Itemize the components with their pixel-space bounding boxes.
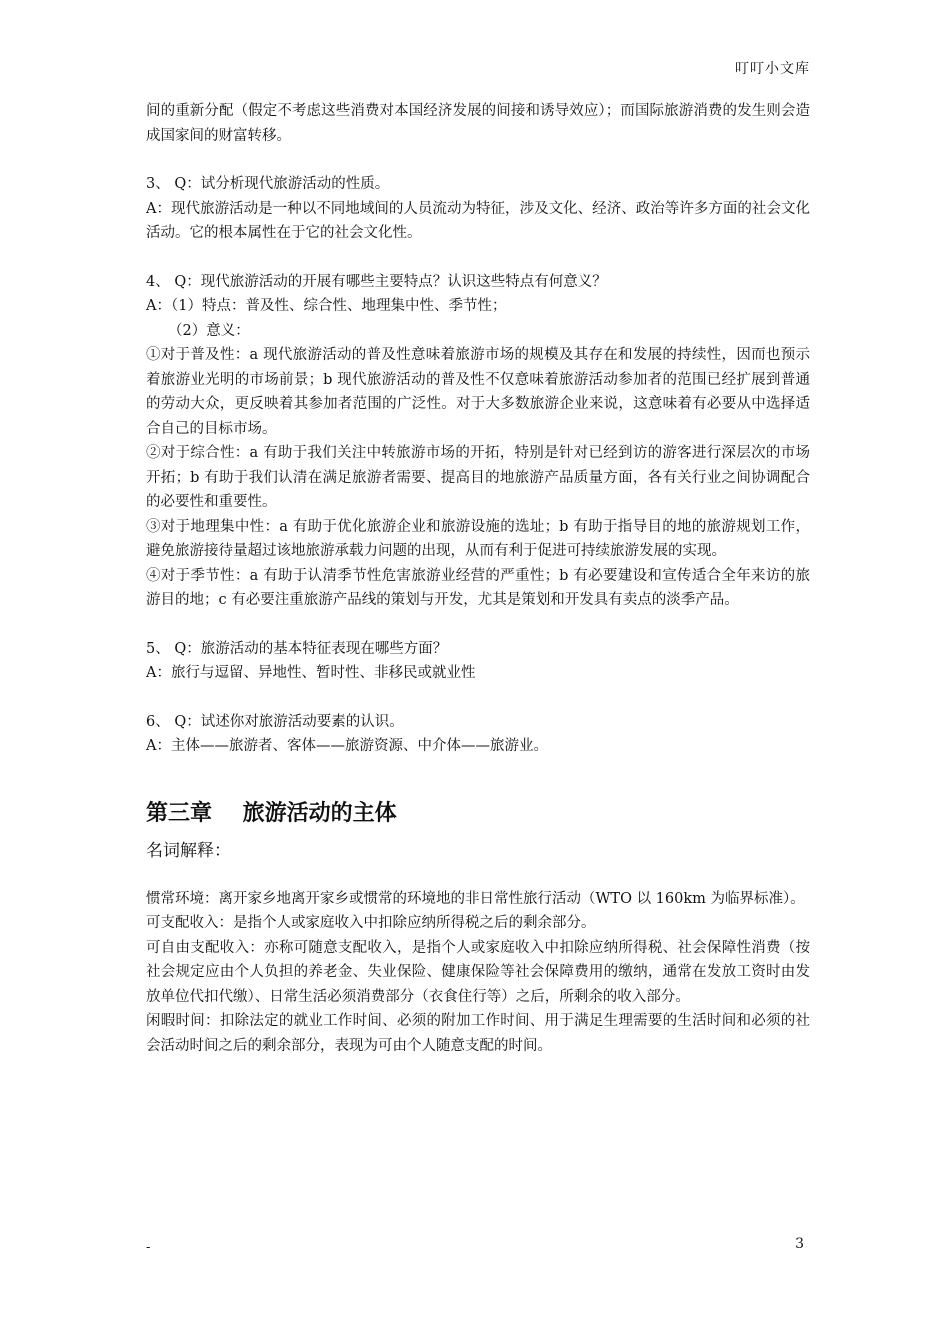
answer-4-features: A：（1）特点：普及性、综合性、地理集中性、季节性； bbox=[146, 298, 507, 314]
definition-leisure-time: 闲暇时间：扣除法定的就业工作时间、必须的附加工作时间、用于满足生理需要的生活时间和必须的社会活动时间之后的剩余部分，表现为可由个人随意支配的时间。 bbox=[146, 1013, 810, 1054]
answer-4-item-2: ②对于综合性：a 有助于我们关注中转旅游市场的开拓，特别是针对已经到访的游客进行深层次的市场开拓；b 有助于我们认清在满足旅游者需要、提高目的地旅游产品质量方面，各有关行业之间协调配合的必要性和重要性。 bbox=[146, 445, 810, 510]
answer-3: A：现代旅游活动是一种以不同地域间的人员流动为特征，涉及文化、经济、政治等许多方面的社会文化活动。它的根本属性在于它的社会文化性。 bbox=[146, 200, 810, 241]
spacer bbox=[146, 148, 810, 172]
page-content bbox=[146, 99, 810, 1058]
definition-habitual-environment: 惯常环境：离开家乡地离开家乡或惯常的环境地的非日常性旅行活动（WTO 以 160km 为临界标准）。 bbox=[146, 890, 805, 907]
spacer bbox=[146, 686, 810, 710]
answer-4-item-4: ④对于季节性：a 有助于认清季节性危害旅游业经营的严重性；b 有必要建设和宣传适合全年来访的旅游目的地；c 有必要注重旅游产品线的策划与开发，尤其是策划和开发具有卖点的淡季产品。 bbox=[146, 567, 810, 608]
chapter-title: 第三章 旅游活动的主体 bbox=[146, 800, 397, 826]
question-3: 3、 Q：试分析现代旅游活动的性质。 bbox=[146, 176, 390, 192]
header-brand: 叮叮小文库 bbox=[735, 61, 810, 77]
question-5: 5、 Q：旅游活动的基本特征表现在哪些方面？ bbox=[146, 640, 448, 657]
definition-disposable-income: 可支配收入：是指个人或家庭收入中扣除应纳所得税之后的剩余部分。 bbox=[146, 915, 596, 931]
question-4: 4、 Q：现代旅游活动的开展有哪些主要特点？认识这些特点有何意义？ bbox=[146, 273, 607, 290]
answer-4-item-3: ③对于地理集中性：a 有助于优化旅游企业和旅游设施的选址；b 有助于指导目的地的旅游规划工作，避免旅游接待量超过该地旅游承载力问题的出现，从而有利于促进可持续旅游发展的实现。 bbox=[146, 518, 810, 559]
question-6: 6、 Q：试述你对旅游活动要素的认识。 bbox=[146, 713, 404, 730]
answer-4-item-1: ①对于普及性：a 现代旅游活动的普及性意味着旅游市场的规模及其存在和发展的持续性，因而也预示着旅游业光明的市场前景；b 现代旅游活动的普及性不仅意味着旅游活动参加者的范围已经扩展到普通的劳动大众，更反映着其参加者范围的广泛性。对于大多数旅游企业来说，这意味着有必要从中选择适合自己的目标市场。 bbox=[146, 347, 810, 437]
footer-marker: - bbox=[146, 1240, 151, 1255]
paragraph: 间的重新分配（假定不考虑这些消费对本国经济发展的间接和诱导效应）；而国际旅游消费的发生则会造成国家间的财富转移。 bbox=[146, 103, 810, 144]
answer-6: A：主体——旅游者、客体——旅游资源、中介体——旅游业。 bbox=[146, 738, 548, 754]
definition-discretionary-income: 可自由支配收入：亦称可随意支配收入，是指个人或家庭收入中扣除应纳所得税、社会保障性消费（按社会规定应由个人负担的养老金、失业保险、健康保险等社会保障费用的缴纳，通常在发放工资时由发放单位代扣代缴）、日常生活必须消费部分（衣食住行等）之后，所剩余的收入部分。 bbox=[146, 939, 810, 1005]
spacer bbox=[146, 246, 810, 270]
answer-4-meaning-heading: （2）意义： bbox=[168, 322, 250, 339]
answer-5: A：旅行与逗留、异地性、暂时性、非移民或就业性 bbox=[146, 665, 476, 681]
page-number: 3 bbox=[795, 1236, 804, 1252]
chapter-subtitle: 名词解释： bbox=[146, 840, 231, 861]
spacer bbox=[146, 613, 810, 637]
